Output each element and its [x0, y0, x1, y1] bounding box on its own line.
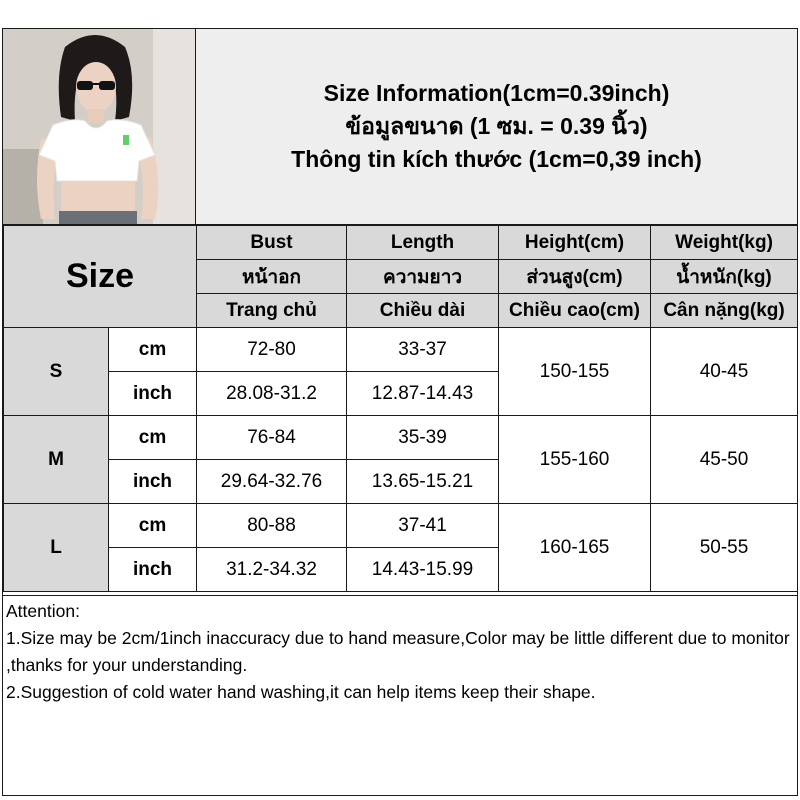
info-line-vietnamese: Thông tin kích thước (1cm=0,39 inch) [291, 146, 702, 172]
attention-item-1: 1.Size may be 2cm/1inch inaccuracy due to hand measure,Color may be little different due to monitor ,thanks for your understanding. [6, 628, 790, 675]
length-value: 33-37 [347, 328, 499, 372]
bust-value: 76-84 [197, 416, 347, 460]
info-line-thai: ข้อมูลขนาด (1 ซม. = 0.39 นิ้ว) [345, 113, 648, 139]
size-information-header [196, 29, 797, 225]
size-m-label: M [4, 416, 109, 504]
header-weight-thai: น้ำหนัก(kg) [651, 260, 798, 294]
product-photo [3, 29, 196, 225]
unit-inch: inch [109, 460, 197, 504]
header-height-vietnamese: Chiều cao(cm) [499, 294, 651, 328]
header-bust-vietnamese: Trang chủ [197, 294, 347, 328]
bust-value: 28.08-31.2 [197, 372, 347, 416]
length-value: 13.65-15.21 [347, 460, 499, 504]
unit-cm: cm [109, 328, 197, 372]
header-length: Length [347, 226, 499, 260]
header-weight: Weight(kg) [651, 226, 798, 260]
header-height: Height(cm) [499, 226, 651, 260]
header-length-thai: ความยาว [347, 260, 499, 294]
height-value: 155-160 [499, 416, 651, 504]
length-value: 37-41 [347, 504, 499, 548]
header-weight-vietnamese: Cân nặng(kg) [651, 294, 798, 328]
header-length-vietnamese: Chiều dài [347, 294, 499, 328]
size-chart-sheet [2, 28, 798, 796]
size-l-label: L [4, 504, 109, 592]
header-bust: Bust [197, 226, 347, 260]
bust-value: 80-88 [197, 504, 347, 548]
weight-value: 50-55 [651, 504, 798, 592]
height-value: 160-165 [499, 504, 651, 592]
unit-cm: cm [109, 416, 197, 460]
size-s-label: S [4, 328, 109, 416]
length-value: 14.43-15.99 [347, 548, 499, 592]
length-value: 12.87-14.43 [347, 372, 499, 416]
bust-value: 29.64-32.76 [197, 460, 347, 504]
info-line-english: Size Information(1cm=0.39inch) [323, 80, 670, 106]
bust-value: 72-80 [197, 328, 347, 372]
unit-inch: inch [109, 372, 197, 416]
unit-inch: inch [109, 548, 197, 592]
bust-value: 31.2-34.32 [197, 548, 347, 592]
attention-notes [3, 595, 797, 795]
weight-value: 40-45 [651, 328, 798, 416]
model-wearing-white-crop-tee-image [3, 29, 196, 225]
weight-value: 45-50 [651, 416, 798, 504]
size-table [3, 225, 798, 592]
unit-cm: cm [109, 504, 197, 548]
attention-item-2: 2.Suggestion of cold water hand washing,it can help items keep their shape. [6, 682, 596, 702]
attention-title: Attention: [6, 601, 80, 621]
header-height-thai: ส่วนสูง(cm) [499, 260, 651, 294]
length-value: 35-39 [347, 416, 499, 460]
height-value: 150-155 [499, 328, 651, 416]
size-header: Size [4, 226, 197, 328]
header-bust-thai: หน้าอก [197, 260, 347, 294]
